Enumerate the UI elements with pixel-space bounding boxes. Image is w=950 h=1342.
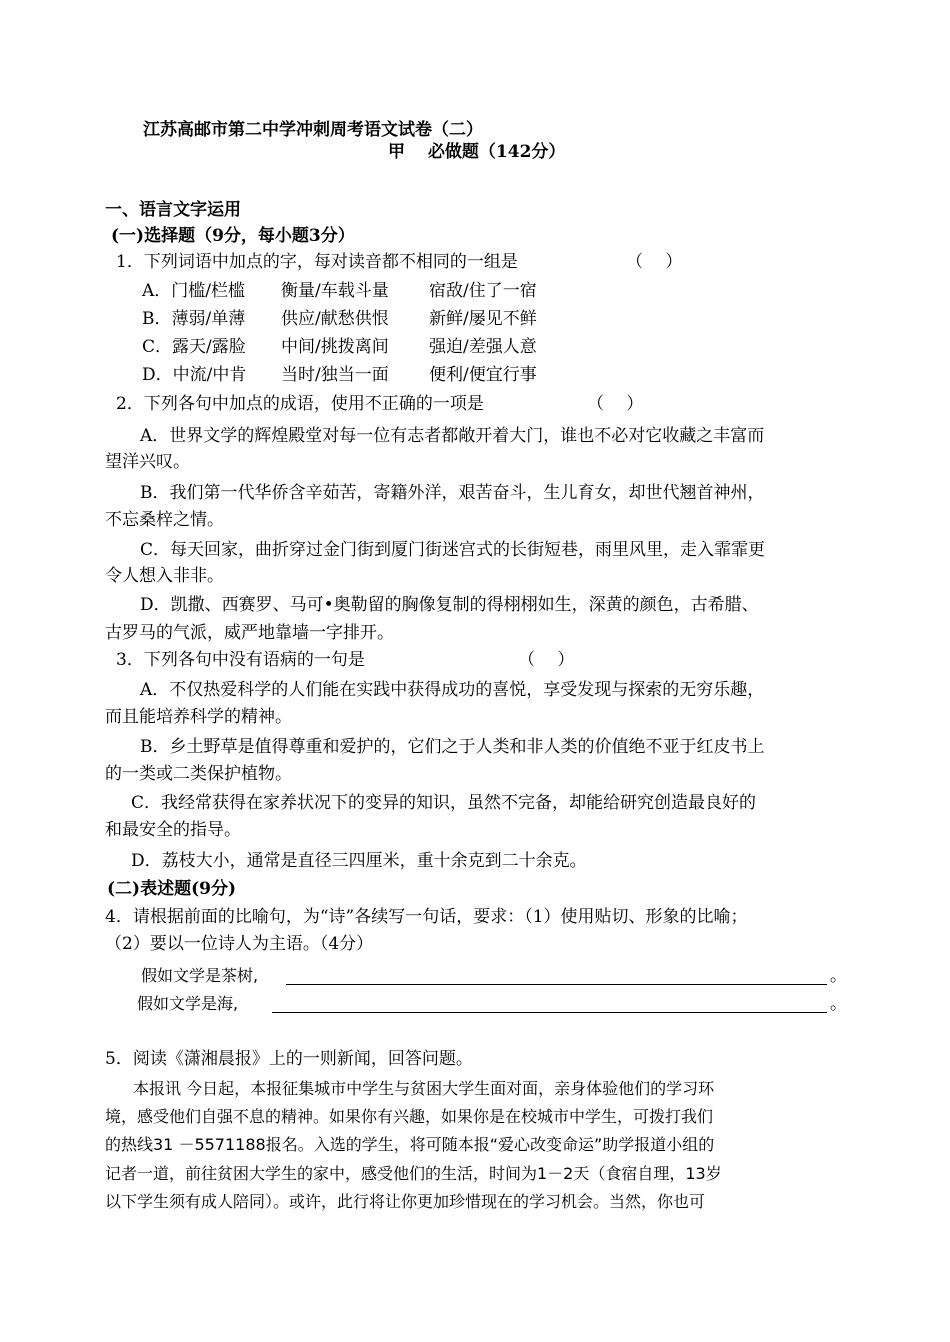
- q2-option-b-line2: 不忘桑梓之情。: [105, 510, 224, 530]
- q4-sentence1-end: 。: [830, 966, 847, 986]
- q5-passage-line4: 记者一道，前往贫困大学生的家中，感受他们的生活，时间为1－2天（食宿自理，13岁: [105, 1164, 722, 1183]
- q3-option-c-line2: 和最安全的指导。: [105, 820, 241, 840]
- q1-answer-paren: （ ）: [626, 252, 683, 272]
- q3-option-c-line1: C．我经常获得在家养状况下的变异的知识，虽然不完备，却能给研究创造最良好的: [131, 793, 757, 813]
- q3-stem: 3．下列各句中没有语病的一句是: [116, 650, 365, 670]
- q5-passage-line2: 境，感受他们自强不息的精神。如果你有兴趣，如果你是在校城市中学生，可拨打我们: [105, 1107, 714, 1126]
- section-heading: 一、语言文字运用: [105, 200, 241, 220]
- q2-stem: 2．下列各句中加点的成语，使用不正确的一项是: [116, 394, 484, 414]
- q3-option-a-line2: 而且能培养科学的精神。: [105, 707, 292, 727]
- q1-option-b-col3: 新鲜/屡见不鲜: [429, 309, 537, 329]
- q4-line2: （2）要以一位诗人为主语。（4分）: [105, 934, 374, 954]
- q1-option-b: [142, 307, 537, 331]
- q4-sentence2-prompt: 假如文学是海,: [137, 994, 239, 1013]
- q4-answer-line-1[interactable]: [286, 984, 827, 985]
- q5-passage-line1: 本报讯 今日起，本报征集城市中学生与贫困大学生面对面，亲身体验他们的学习环: [133, 1079, 715, 1098]
- q4-sentence2-end: 。: [830, 994, 847, 1014]
- q4-line1: 4．请根据前面的比喻句，为“诗”各续写一句话，要求：（1）使用贴切、形象的比喻；: [105, 907, 748, 927]
- q1-option-a-col1: A．门槛/栏槛: [142, 281, 246, 301]
- q3-answer-paren: （ ）: [518, 650, 575, 670]
- q3-option-b-line2: 的一类或二类保护植物。: [105, 764, 292, 784]
- q2-option-d-line2: 古罗马的气派，威严地靠墙一字排开。: [105, 623, 394, 643]
- q1-option-d: [142, 363, 537, 387]
- q1-option-d-col3: 便利/便宜行事: [429, 365, 537, 385]
- exam-title: 江苏高邮市第二中学冲刺周考语文试卷（二）: [143, 120, 483, 140]
- part1-heading: (一)选择题（9分，每小题3分）: [111, 226, 355, 246]
- q3-option-a-line1: A．不仅热爱科学的人们能在实践中获得成功的喜悦，享受发现与探索的无穷乐趣，: [140, 680, 765, 700]
- q5-passage-line3: 的热线31 －5571188报名。入选的学生，将可随本报“爱心改变命运”助学报道小组的: [105, 1135, 715, 1154]
- q2-option-c-line1: C．每天回家，曲折穿过金门街到厦门街迷宫式的长街短巷，雨里风里，走入霏霏更: [140, 540, 766, 560]
- q5-stem: 5．阅读《潇湘晨报》上的一则新闻，回答问题。: [105, 1049, 473, 1069]
- exam-subtitle: 甲 必做题（142分）: [388, 142, 566, 162]
- q1-option-c-col2: 中间/挑拨离间: [281, 337, 389, 357]
- q1-option-d-col2: 当时/独当一面: [281, 365, 389, 385]
- q1-option-b-col1: B．薄弱/单薄: [142, 309, 246, 329]
- q1-option-a-col2: 衡量/车载斗量: [281, 281, 389, 301]
- q1-option-a-col3: 宿敌/住了一宿: [429, 281, 537, 301]
- q2-option-b-line1: B．我们第一代华侨含辛茹苦，寄籍外洋，艰苦奋斗，生儿育女，却世代翘首神州，: [140, 483, 765, 503]
- q3-option-b-line1: B．乡土野草是值得尊重和爱护的，它们之于人类和非人类的价值绝不亚于红皮书上: [140, 737, 765, 757]
- q1-option-c: [142, 335, 537, 359]
- q5-passage-line5: 以下学生须有成人陪同）。或许，此行将让你更加珍惜现在的学习机会。当然，你也可: [105, 1192, 706, 1211]
- q3-option-d: D．荔枝大小，通常是直径三四厘米，重十余克到二十余克。: [131, 851, 587, 871]
- q2-option-d-line1: D．凯撒、西赛罗、马可•奥勒留的胸像复制的得栩栩如生，深黄的颜色，古希腊、: [140, 595, 759, 615]
- q2-answer-paren: （ ）: [587, 394, 644, 414]
- q1-option-c-col1: C．露天/露脸: [142, 337, 246, 357]
- q1-option-c-col3: 强迫/差强人意: [429, 337, 537, 357]
- q2-option-c-line2: 令人想入非非。: [105, 566, 224, 586]
- q4-sentence1-prompt: 假如文学是茶树,: [141, 966, 259, 985]
- part2-heading: (二)表述题(9分): [107, 879, 237, 899]
- q1-stem: 1．下列词语中加点的字，每对读音都不相同的一组是: [116, 252, 518, 272]
- q2-option-a-line1: A．世界文学的辉煌殿堂对每一位有志者都敞开着大门，谁也不必对它收藏之丰富而: [140, 426, 765, 446]
- q2-option-a-line2: 望洋兴叹。: [105, 452, 190, 472]
- q1-option-d-col1: D．中流/中肯: [142, 365, 247, 385]
- q1-option-b-col2: 供应/献愁供恨: [281, 309, 389, 329]
- q1-option-a: [142, 279, 537, 303]
- q4-answer-line-2[interactable]: [272, 1012, 827, 1013]
